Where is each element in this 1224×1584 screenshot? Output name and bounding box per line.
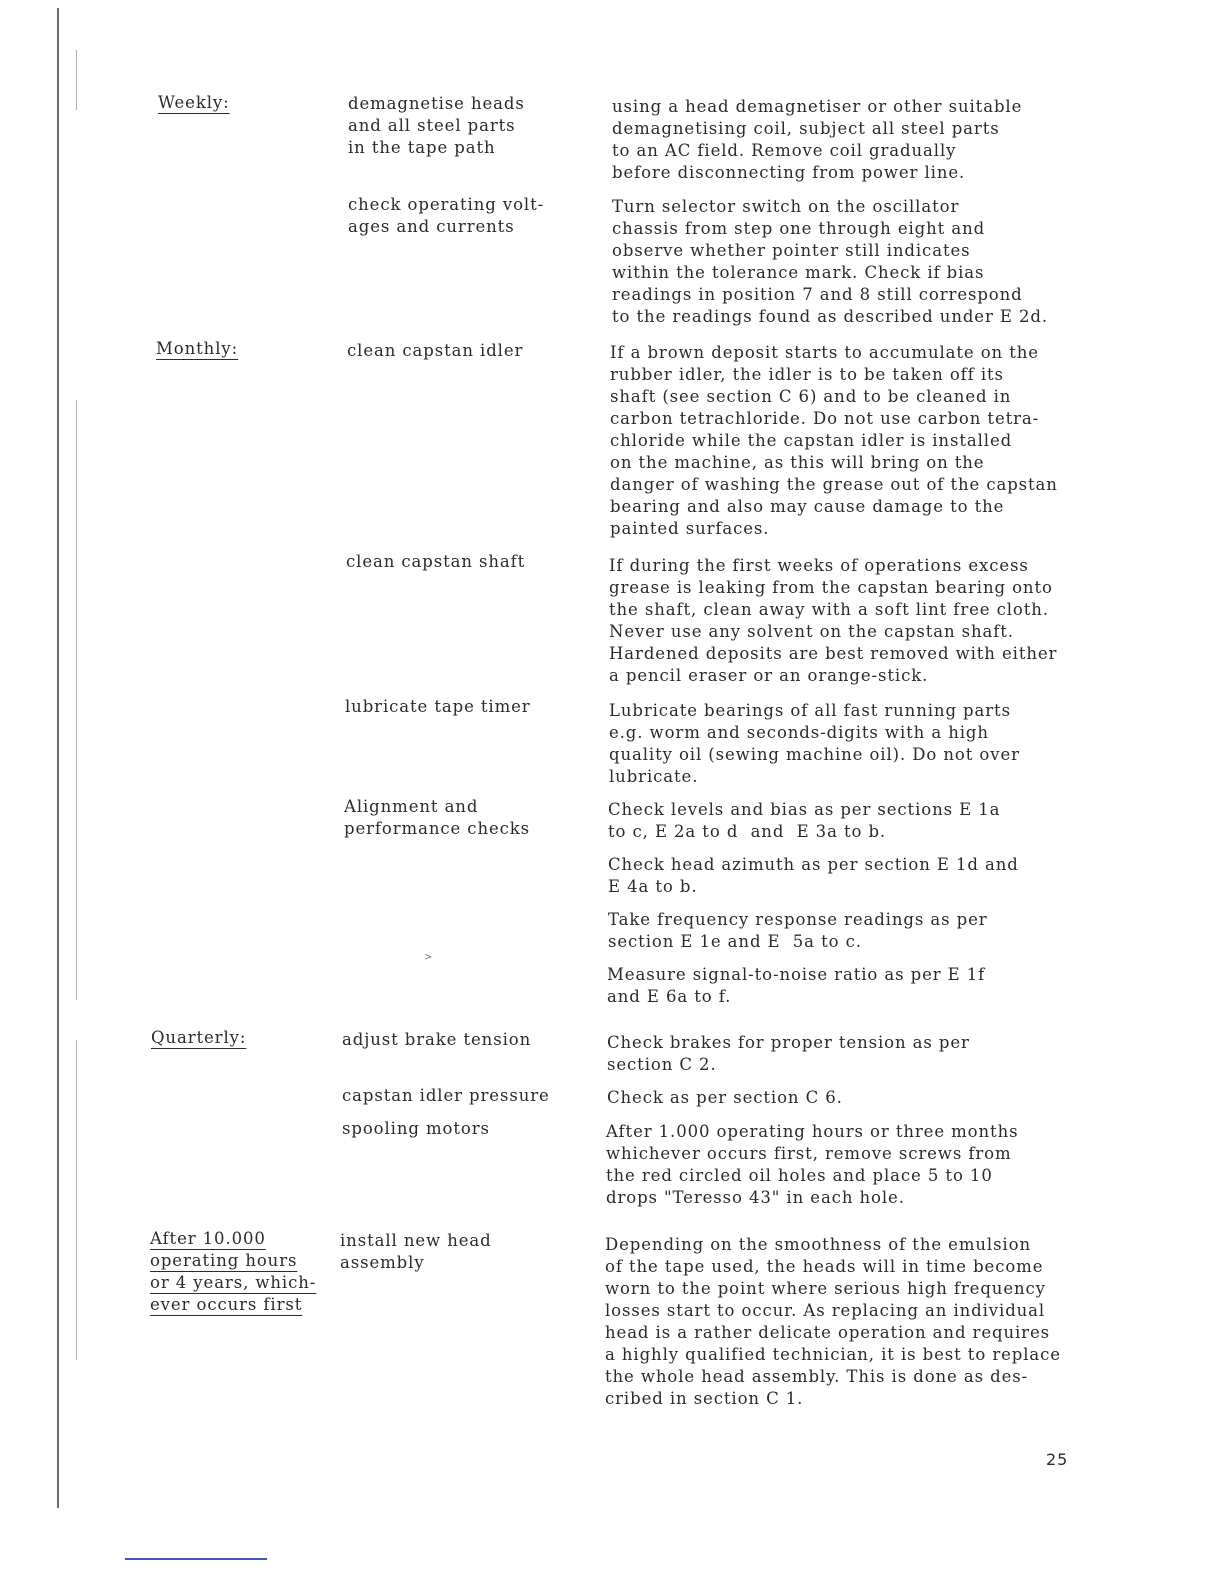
task-lubricate-tape-timer: lubricate tape timer [345,697,531,716]
binding-mark [76,1040,77,1360]
details-head-azimuth: Check head azimuth as per section E 1d and E 4a to b. [608,855,1019,896]
details-lubricate-tape-timer: Lubricate bearings of all fast running parts e.g. worm and seconds-digits with a high quality oil (sewing machine oil). Do not over lubricate. [609,701,1020,786]
task-capstan-idler-pressure: capstan idler pressure [342,1086,550,1105]
binding-edge-line [57,8,59,1508]
task-clean-capstan-idler: clean capstan idler [347,341,524,360]
task-check-voltages: check operating volt- ages and currents [348,195,545,236]
period-monthly: Monthly: [156,339,239,358]
details-clean-capstan-shaft: If during the first weeks of operations excess grease is leaking from the capstan bearing onto the shaft, clean away with a soft lint free cloth. Never use any solvent on the capstan shaft. Hardened deposits are best removed with either a pencil eraser or an orange-stick. [609,556,1058,685]
binding-mark [76,400,77,1000]
details-levels-bias: Check levels and bias as per sections E 1a to c, E 2a to d and E 3a to b. [608,800,1001,841]
details-install-new-head-assembly: Depending on the smoothness of the emulsion of the tape used, the heads will in time become worn to the point where serious high frequency losses start to occur. As replacing an individual head is a rather delicate operation and requires a highly qualified technician, it is best to replace the whole head assembly. This is done as des- cribed in section C 1. [605,1235,1061,1408]
details-demagnetise: using a head demagnetiser or other suitable demagnetising coil, subject all steel parts to an AC field. Remove coil gradually before disconnecting from power line. [612,97,1023,182]
binding-mark [76,50,77,110]
task-clean-capstan-shaft: clean capstan shaft [346,552,526,571]
details-signal-to-noise: Measure signal-to-noise ratio as per E 1f and E 6a to f. [607,965,986,1006]
task-alignment-checks: Alignment and performance checks [344,797,531,838]
period-quarterly: Quarterly: [151,1028,247,1047]
scan-speck: > [424,952,433,963]
details-clean-capstan-idler: If a brown deposit starts to accumulate on the rubber idler, the idler is to be taken off its shaft (see section C 6) and to be cleaned in carbon tetrachloride. Do not use carbon tetra- chloride while the capstan idler is installed on the machine, as this will bring on the danger of washing the grease out of the capstan bearing and also may cause damage to the painted surfaces. [610,343,1058,538]
task-demagnetise: demagnetise heads and all steel parts in the tape path [348,94,525,157]
details-capstan-idler-pressure: Check as per section C 6. [607,1088,843,1107]
page-number: 25 [1046,1450,1069,1469]
details-check-voltages: Turn selector switch on the oscillator chassis from step one through eight and observe whether pointer still indicates within the tolerance mark. Check if bias readings in position 7 and 8 still correspond to the readings found as described under E 2d. [612,197,1048,326]
task-install-new-head-assembly: install new head assembly [340,1231,492,1272]
period-after-10000-hours: After 10.000 operating hours or 4 years, which- ever occurs first [150,1229,317,1314]
task-adjust-brake-tension: adjust brake tension [342,1030,532,1049]
details-spooling-motors: After 1.000 operating hours or three months whichever occurs first, remove screws from the red circled oil holes and place 5 to 10 drops "Teresso 43" in each hole. [606,1122,1019,1207]
scan-edge-bar [125,1558,267,1560]
details-frequency-response: Take frequency response readings as per section E 1e and E 5a to c. [608,910,988,951]
task-spooling-motors: spooling motors [342,1119,490,1138]
period-weekly: Weekly: [158,93,230,112]
details-adjust-brake-tension: Check brakes for proper tension as per section C 2. [607,1033,970,1074]
